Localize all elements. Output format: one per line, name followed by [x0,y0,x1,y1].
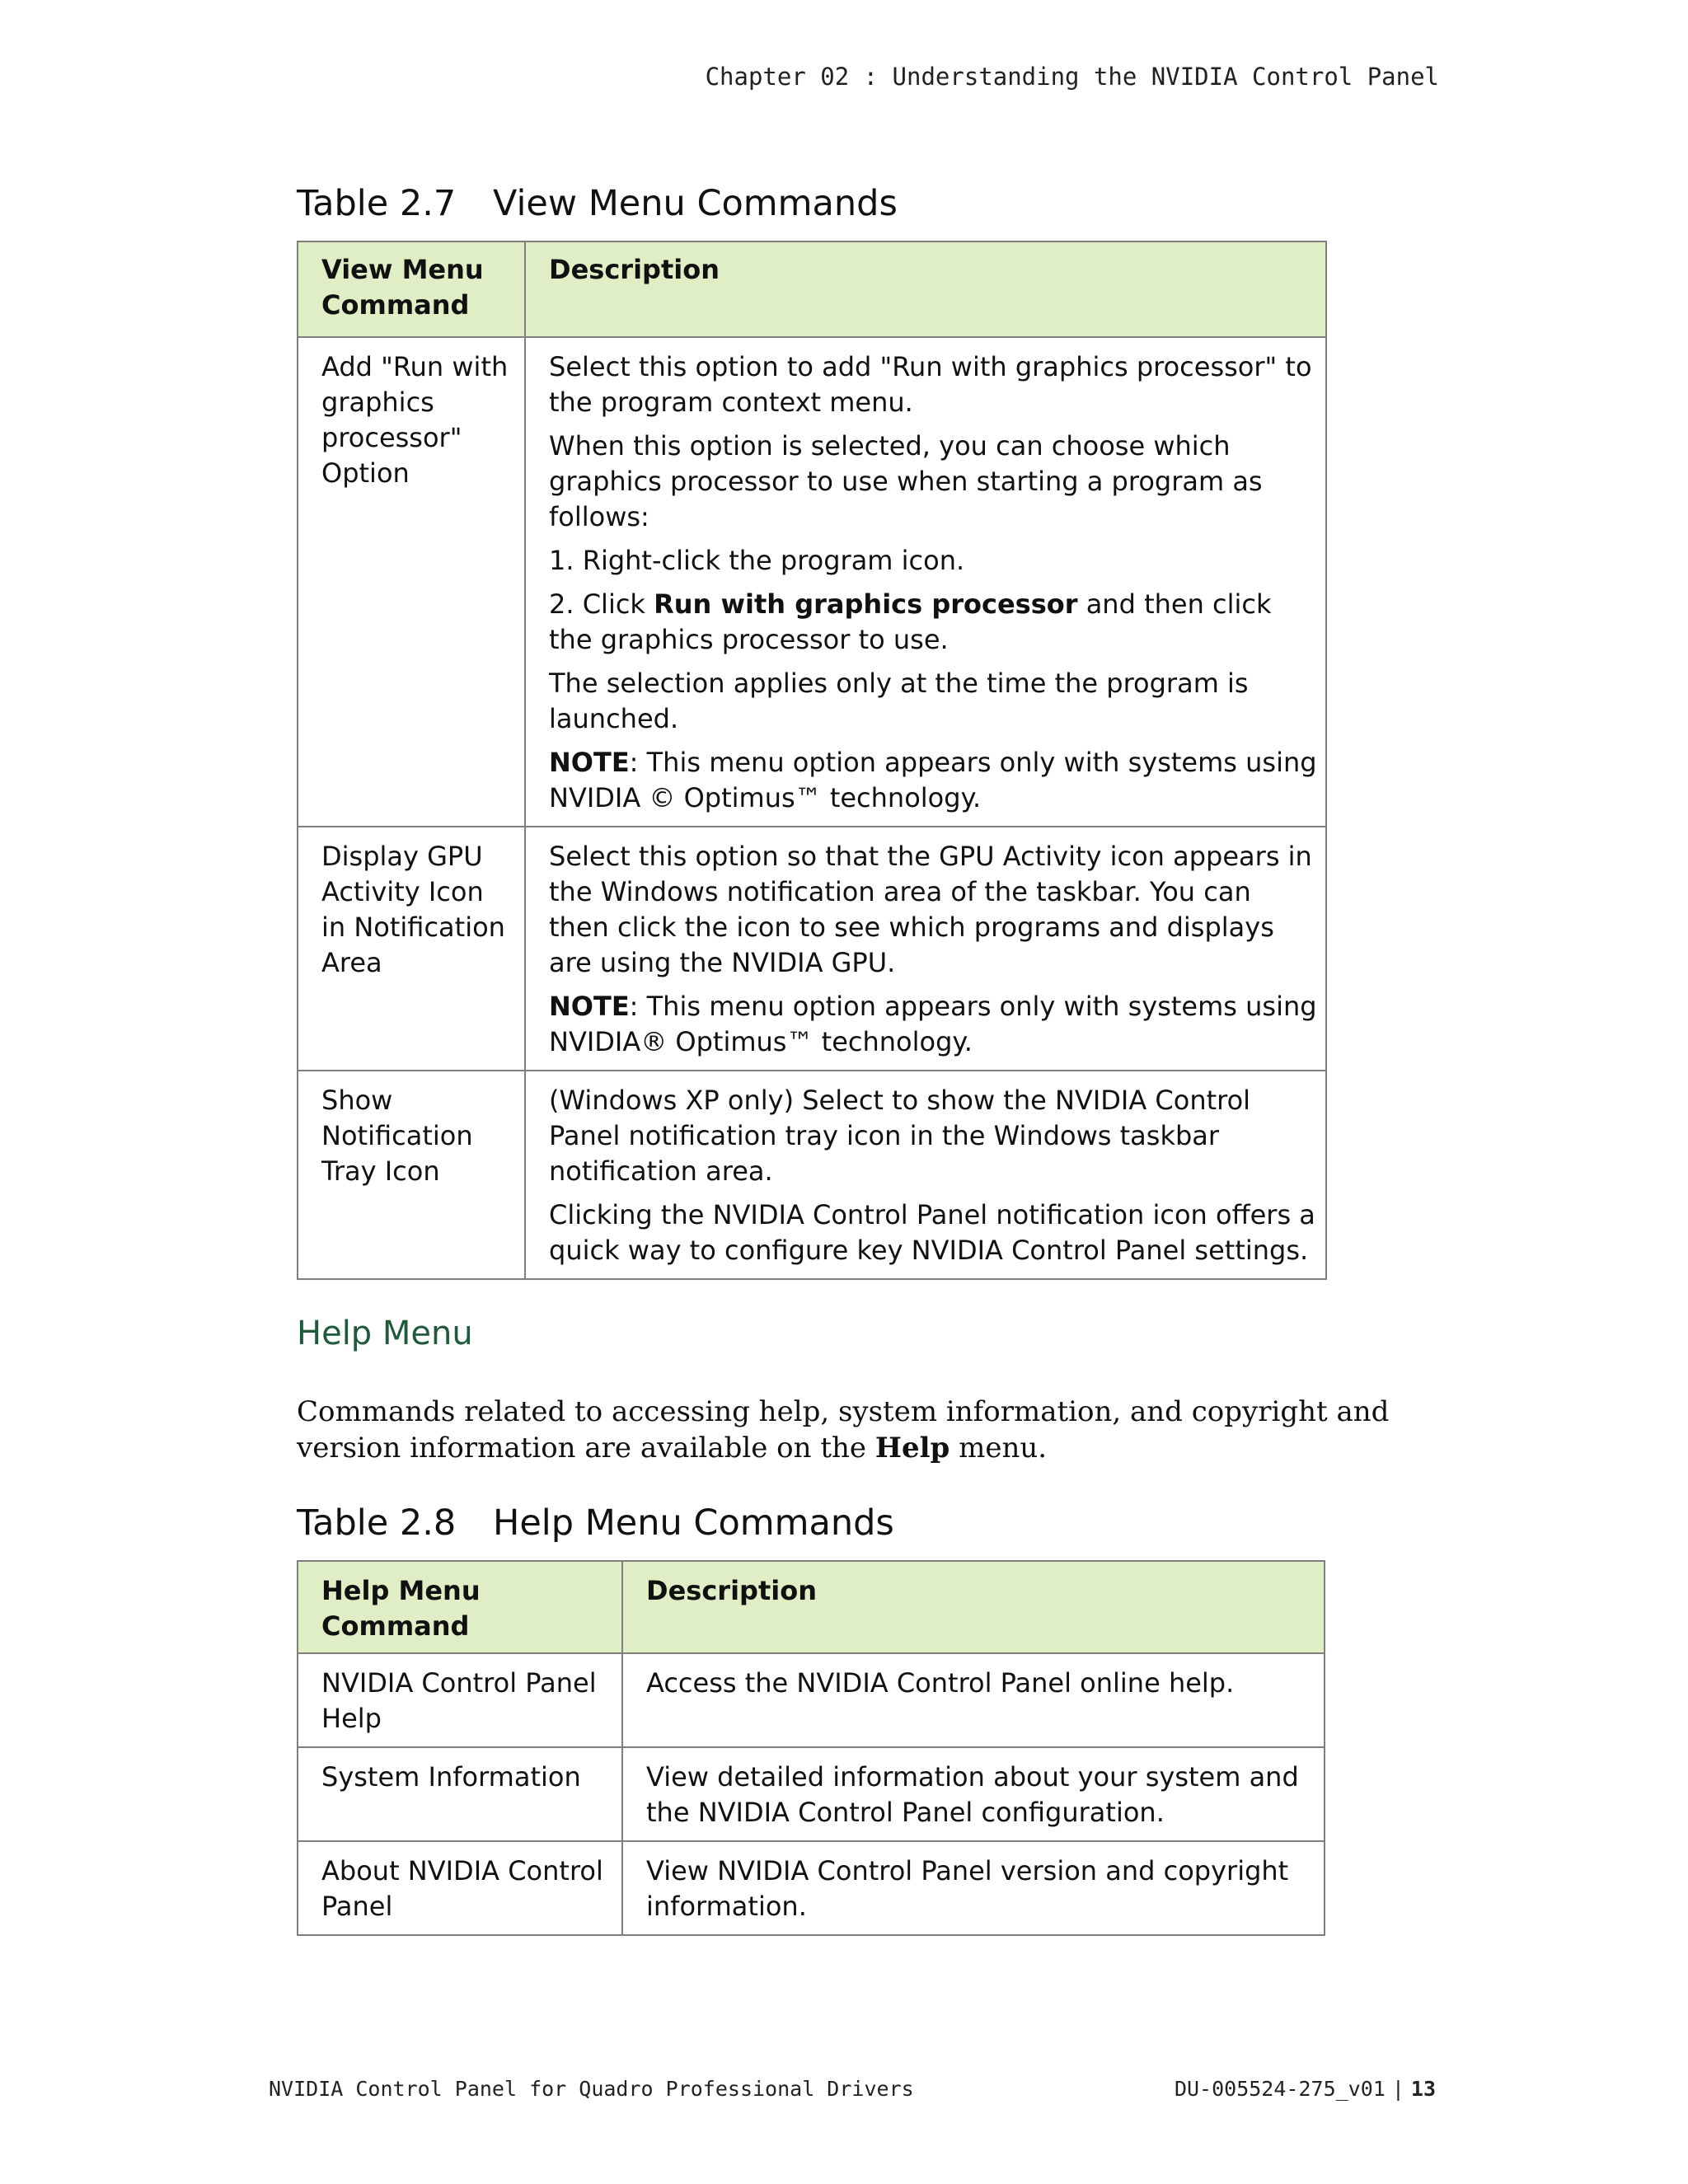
table-number: Table 2.7 [297,183,457,224]
step-item [549,587,1317,658]
table-2-7-caption [297,183,1434,224]
table-row [298,827,1326,1071]
note-label: NOTE [549,991,630,1022]
footer-doc-id: DU-005524-275_v01 [1174,2077,1386,2101]
running-header: Chapter 02 : Understanding the NVIDIA Control Panel [705,63,1439,91]
note-paragraph [549,745,1317,816]
command-cell: Add "Run with graphics processor" Option [298,337,525,827]
view-menu-commands-table [297,241,1327,1280]
description-paragraph: When this option is selected, you can choose which graphics processor to use when starting a program as follows: [549,430,1263,532]
description-paragraph: The selection applies only at the time the program is launched. [549,668,1249,734]
description-cell [525,337,1326,827]
description-paragraph: Clicking the NVIDIA Control Panel notification icon offers a quick way to configure key NVIDIA Control Panel settings. [549,1199,1315,1266]
table-number: Table 2.8 [297,1502,457,1544]
description-cell [525,827,1326,1071]
column-header-description: Description [525,241,1326,337]
table-header-row [298,241,1326,337]
menu-option-name: Run with graphics processor [654,588,1078,620]
command-cell: System Information [298,1747,622,1841]
note-text: : This menu option appears only with systems using NVIDIA © Optimus™ technology. [549,747,1317,813]
description-paragraph: Select this option to add "Run with graphics processor" to the program context menu. [549,351,1312,418]
help-menu-commands-table [297,1560,1325,1936]
step-text: and then click the graphics processor to use. [549,588,1272,655]
command-cell: About NVIDIA Control Panel [298,1841,622,1935]
table-title: View Menu Commands [493,183,898,224]
note-paragraph [549,989,1317,1060]
description-paragraph: Select this option so that the GPU Activity icon appears in the Windows notification area of the taskbar. You can then click the icon to see which programs and displays are using the NVIDIA GPU. [549,841,1312,978]
table-title: Help Menu Commands [493,1502,894,1544]
command-cell: Display GPU Activity Icon in Notification Area [298,827,525,1071]
intro-text: menu. [950,1432,1048,1465]
help-menu-heading: Help Menu [297,1315,473,1352]
footer-doc-title: NVIDIA Control Panel for Quadro Professional Drivers [269,2077,914,2101]
page-content [297,183,1434,1936]
command-cell: Show Notification Tray Icon [298,1071,525,1279]
table-row [298,1071,1326,1279]
footer-doc-info [1175,2077,1436,2101]
description-cell: View NVIDIA Control Panel version and copyright information. [622,1841,1325,1935]
table-row [298,1841,1325,1935]
step-item: 1. Right-click the program icon. [549,545,965,576]
page-footer [269,2077,1436,2101]
table-header-row [298,1561,1325,1653]
column-header-description: Description [622,1561,1325,1653]
help-keyword: Help [874,1432,950,1465]
description-cell: Access the NVIDIA Control Panel online help. [622,1653,1325,1747]
intro-text: Commands related to accessing help, system information, and copyright and version information are available on the [297,1395,1390,1465]
footer-separator: | [1391,2077,1404,2101]
command-cell: NVIDIA Control Panel Help [298,1653,622,1747]
step-text: 2. Click [549,588,654,620]
note-label: NOTE [549,747,630,778]
description-cell [525,1071,1326,1279]
table-row [298,1653,1325,1747]
description-paragraph: (Windows XP only) Select to show the NVIDIA Control Panel notification tray icon in the Windows taskbar notification area. [549,1085,1251,1187]
page-number: 13 [1410,2077,1436,2101]
note-text: : This menu option appears only with systems using NVIDIA® Optimus™ technology. [549,991,1317,1057]
table-row [298,337,1326,827]
table-row [298,1747,1325,1841]
column-header-command: View Menu Command [298,241,525,337]
table-2-8-caption [297,1502,1434,1544]
help-menu-intro [297,1394,1434,1466]
column-header-command: Help Menu Command [298,1561,622,1653]
description-cell: View detailed information about your system and the NVIDIA Control Panel configuration. [622,1747,1325,1841]
